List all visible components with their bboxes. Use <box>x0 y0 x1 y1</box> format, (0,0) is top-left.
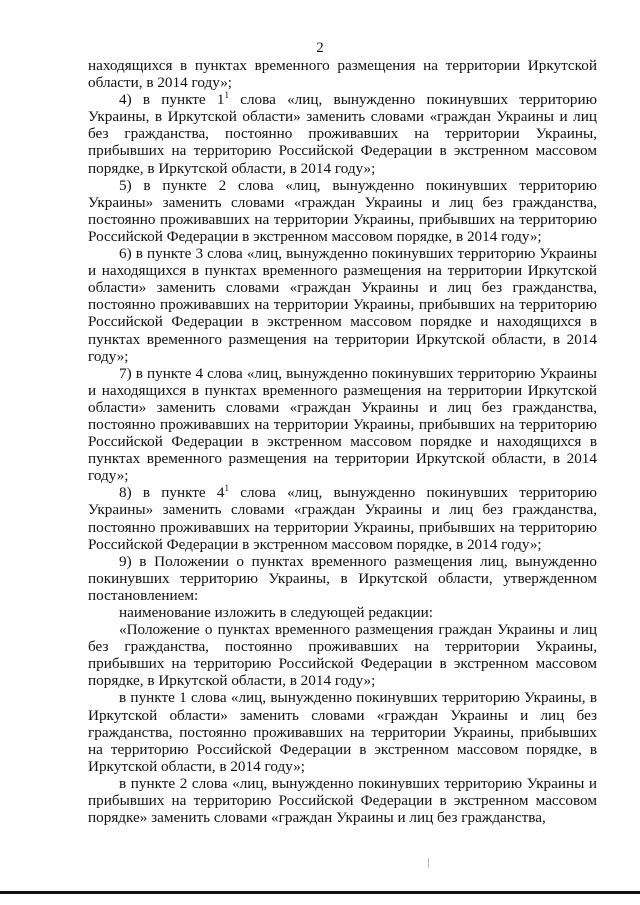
paragraph-item-6: 6) в пункте 3 слова «лиц, вынужденно покинувших территорию Украины и находящихся в пунктах временного размещения на территории Иркутской области» заменить словами «граждан Украины и лиц без гражданства, постоянно проживавших на территории Украины, прибывших на территорию Российской Федерации в экстренном массовом порядке и находящихся в пунктах временного размещения на территории Иркутской области, в 2014 году»; <box>88 245 597 365</box>
paragraph-item-8 <box>88 484 597 552</box>
paragraph-title-instruction: наименование изложить в следующей редакции: <box>119 604 433 621</box>
paragraph-clause-2: в пункте 2 слова «лиц, вынужденно покинувших территорию Украины и прибывших на территорию Российской Федерации в экстренном массовом порядке» заменить словами «граждан Украины и лиц без гражданства, <box>88 774 597 827</box>
scan-artifact <box>428 858 429 868</box>
paragraph-item-5: 5) в пункте 2 слова «лиц, вынужденно покинувших территорию Украины» заменить словами «граждан Украины и лиц без гражданства, постоянно проживавших на территории Украины, прибывших на территорию Российской Федерации в экстренном массовом порядке, в 2014 году»; <box>88 176 597 245</box>
paragraph-continuation: находящихся в пунктах временного размещения на территории Иркутской области, в 2014 году»; <box>88 57 597 92</box>
paragraph-item-9: 9) в Положении о пунктах временного размещения лиц, вынужденно покинувших территорию Украины, в Иркутской области, утвержденном постановлением: <box>88 552 597 604</box>
paragraph-new-title: «Положение о пунктах временного размещения граждан Украины и лиц без гражданства, постоянно проживавших на территории Украины, прибывших на территорию Российской Федерации в экстренном массовом порядке, в Иркутской области, в 2014 году»; <box>88 621 597 690</box>
paragraph-item-4 <box>88 91 597 176</box>
document-body <box>88 57 597 826</box>
item-8-text: слова «лиц, вынужденно покинувших территорию Украины» заменить словами «граждан Украины и лиц без гражданства, постоянно проживавших на территории Украины, прибывших на территорию Российской Федерации в экстренном массовом порядке, в 2014 году»; <box>88 484 597 553</box>
paragraph-clause-1: в пункте 1 слова «лиц, вынужденно покинувших территорию Украины, в Иркутской области» заменить словами «граждан Украины и лиц без гражданства, постоянно проживавших на территории Украины, прибывших на территорию Российской Федерации в экстренном массовом порядке, в Иркутской области, в 2014 году»; <box>88 689 597 775</box>
item-4-lead: 4) в пункте 1 <box>119 91 225 109</box>
page-bottom-edge <box>0 891 640 894</box>
superscript-1: 1 <box>224 483 229 494</box>
paragraph-item-7: 7) в пункте 4 слова «лиц, вынужденно покинувших территорию Украины и находящихся в пунктах временного размещения на территории Иркутской области» заменить словами «граждан Украины и лиц без гражданства, постоянно проживавших на территории Украины, прибывших на территорию Российской Федерации в экстренном массовом порядке и находящихся в пунктах временного размещения на территории Иркутской области, в 2014 году»; <box>88 364 597 485</box>
item-8-lead: 8) в пункте 4 <box>119 484 225 502</box>
item-4-text: слова «лиц, вынужденно покинувших территорию Украины, в Иркутской области» заменить словами «граждан Украины и лиц без гражданства, постоянно проживавших на территории Украины, прибывших на территорию Российской Федерации в экстренном массовом порядке, в Иркутской области, в 2014 году»; <box>88 91 597 177</box>
superscript-1: 1 <box>224 90 229 101</box>
page-number: 2 <box>316 40 324 56</box>
